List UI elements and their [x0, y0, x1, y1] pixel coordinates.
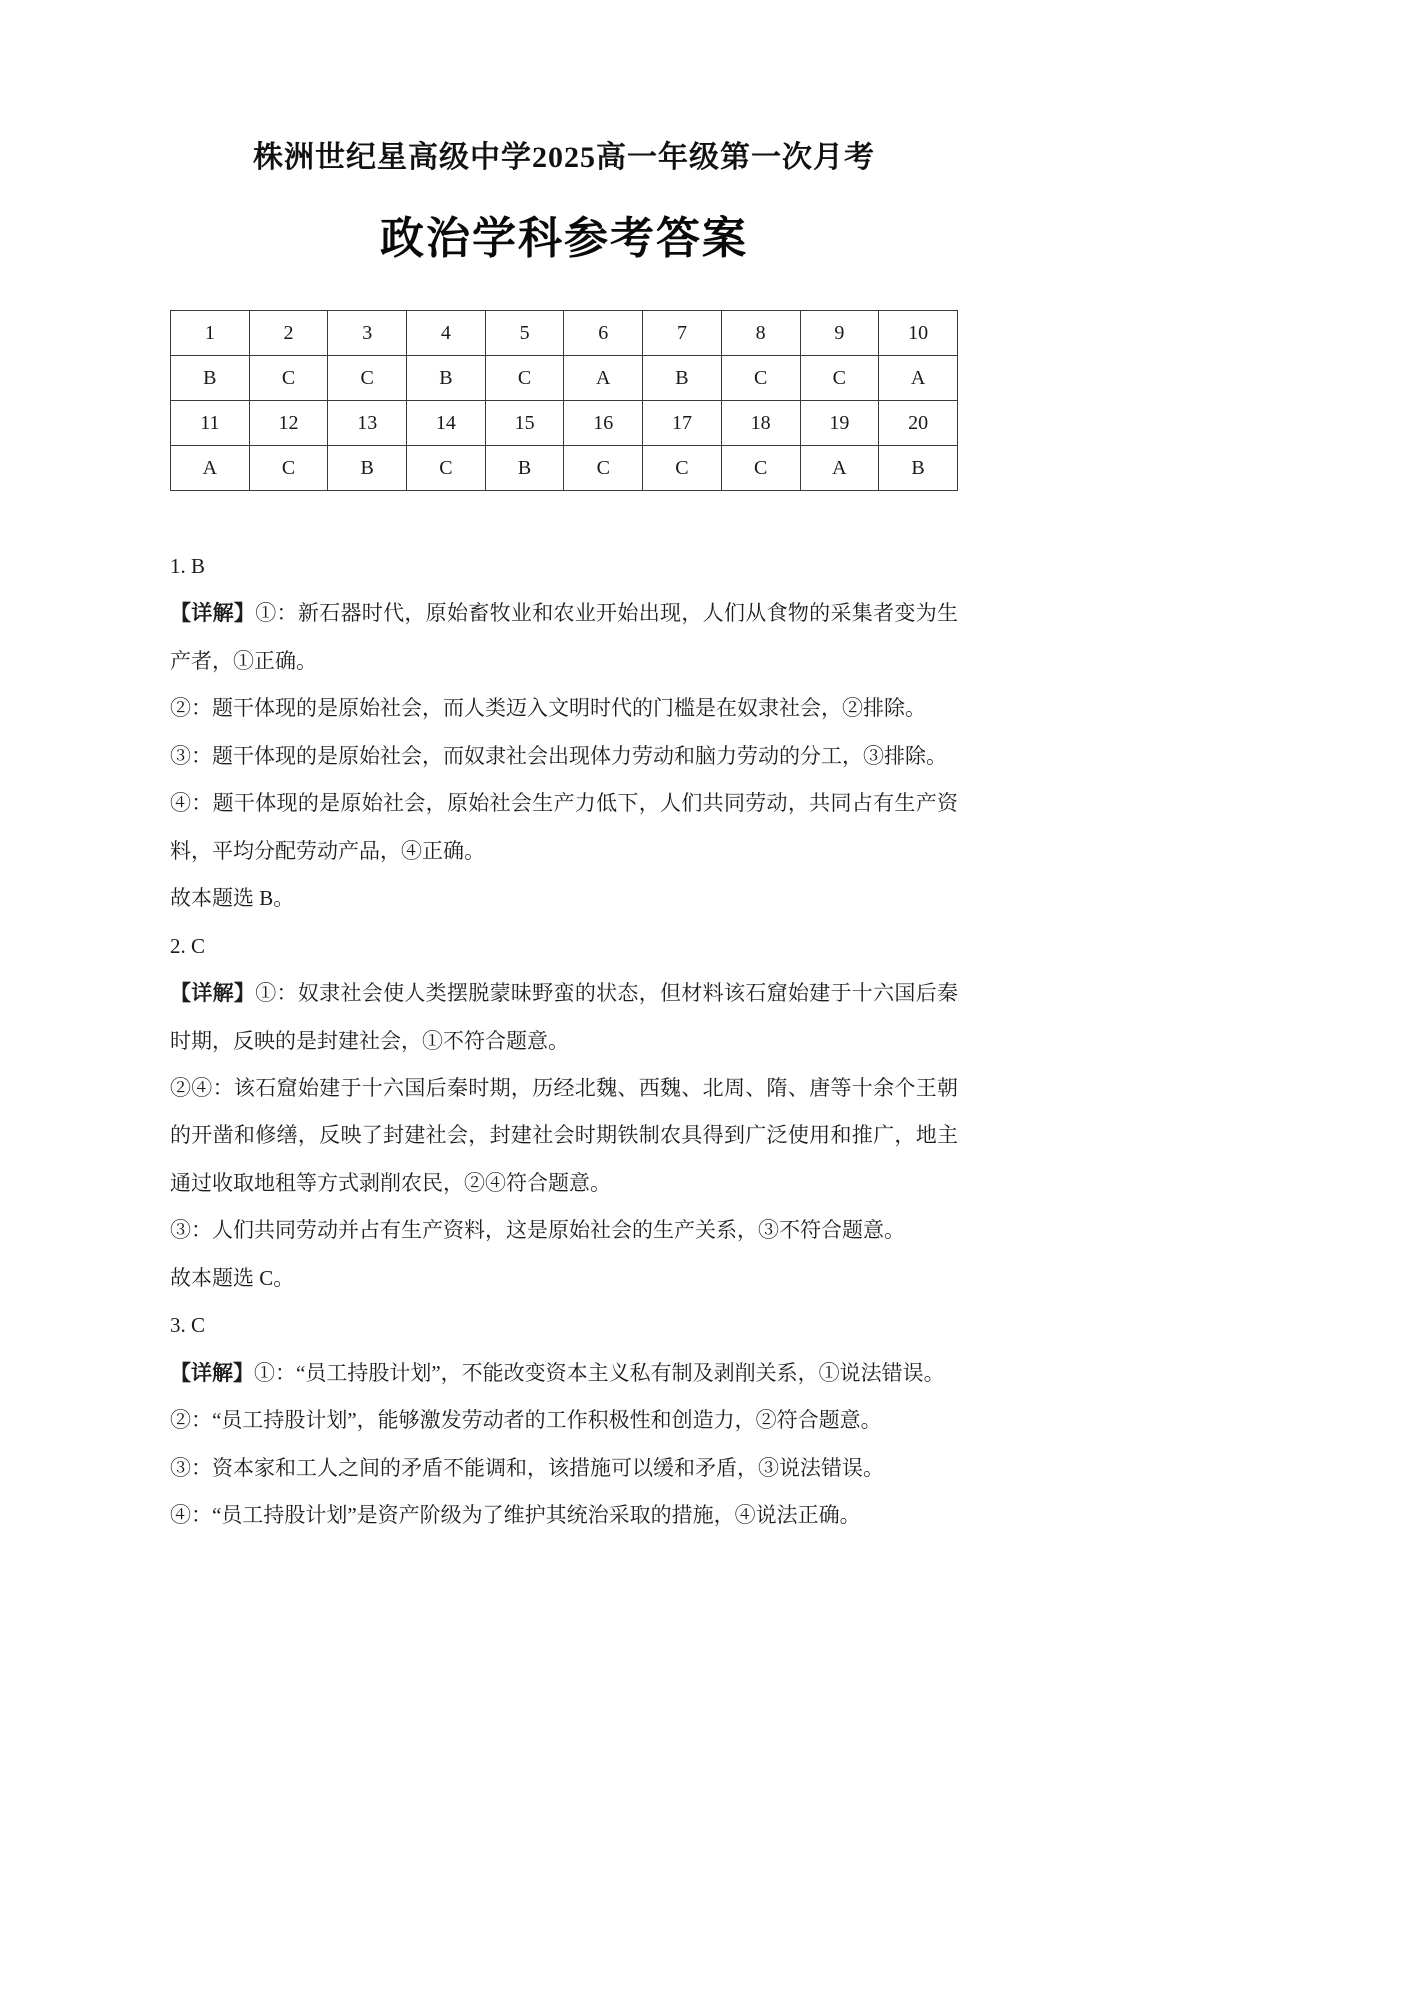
question-number-cell: 10 [879, 311, 958, 356]
explanation-paragraph: ③：题干体现的是原始社会，而奴隶社会出现体力劳动和脑力劳动的分工，③排除。 [170, 743, 947, 768]
question-number-cell: 6 [564, 311, 643, 356]
detail-label: 【详解】 [170, 981, 256, 1006]
question-number-cell: 3 [328, 311, 407, 356]
explanation-paragraph: ④：题干体现的是原始社会，原始社会生产力低下，人们共同劳动，共同占有生产资料，平均分配劳动产品，④正确。 [170, 791, 958, 863]
answer-letter-cell: C [485, 356, 564, 401]
answer-letter-cell: B [407, 356, 486, 401]
explanation-paragraph: 【详解】①：“员工持股计划”，不能改变资本主义私有制及剥削关系，①说法错误。 [170, 1360, 945, 1385]
question-number-cell: 2 [249, 311, 328, 356]
answer-letter-cell: C [643, 446, 722, 491]
question-number-cell: 15 [485, 401, 564, 446]
answer-letter-cell: B [171, 356, 250, 401]
question-number-cell: 1 [171, 311, 250, 356]
answer-letter-cell: B [485, 446, 564, 491]
answer-letter-cell: C [721, 446, 800, 491]
answer-letter-row [171, 446, 958, 491]
answer-letter-cell: B [643, 356, 722, 401]
explanation-paragraph: ②：题干体现的是原始社会，而人类迈入文明时代的门槛是在奴隶社会，②排除。 [170, 696, 926, 721]
explanation-answer-number: 3. C [170, 1313, 206, 1338]
detail-label: 【详解】 [170, 601, 256, 626]
question-number-cell: 9 [800, 311, 879, 356]
question-number-cell: 7 [643, 311, 722, 356]
answer-letter-cell: A [800, 446, 879, 491]
explanation-paragraph: ④：“员工持股计划”是资产阶级为了维护其统治采取的措施，④说法正确。 [170, 1503, 861, 1528]
answer-letter-cell: C [721, 356, 800, 401]
question-number-row [171, 311, 958, 356]
question-number-cell: 5 [485, 311, 564, 356]
explanation-paragraph: 故本题选 C。 [170, 1265, 295, 1290]
answer-letter-cell: C [800, 356, 879, 401]
question-number-cell: 17 [643, 401, 722, 446]
explanation-paragraph: ②④：该石窟始建于十六国后秦时期，历经北魏、西魏、北周、隋、唐等十余个王朝的开凿和修缮，反映了封建社会，封建社会时期铁制农具得到广泛使用和推广，地主通过收取地租等方式剥削农民，②④符合题意。 [170, 1075, 958, 1195]
answer-letter-cell: C [249, 356, 328, 401]
answer-table-body [171, 311, 958, 491]
answer-letter-cell: C [564, 446, 643, 491]
answer-letter-cell: C [407, 446, 486, 491]
answer-letter-cell: B [328, 446, 407, 491]
document-content [170, 0, 958, 1540]
question-number-cell: 8 [721, 311, 800, 356]
explanation-paragraph: ③：资本家和工人之间的矛盾不能调和，该措施可以缓和矛盾，③说法错误。 [170, 1455, 884, 1480]
detail-label: 【详解】 [170, 1360, 254, 1385]
question-number-cell: 18 [721, 401, 800, 446]
answer-letter-cell: A [171, 446, 250, 491]
explanation-paragraph: 故本题选 B。 [170, 886, 295, 911]
explanation-block [170, 923, 958, 1303]
question-number-cell: 11 [171, 401, 250, 446]
explanation-paragraph: ③：人们共同劳动并占有生产资料，这是原始社会的生产关系，③不符合题意。 [170, 1218, 905, 1243]
question-number-cell: 20 [879, 401, 958, 446]
answer-letter-cell: C [249, 446, 328, 491]
explanation-block [170, 543, 958, 923]
subject-title: 政治学科参考答案 [380, 214, 748, 263]
answer-letter-cell: A [564, 356, 643, 401]
question-number-cell: 19 [800, 401, 879, 446]
question-number-row [171, 401, 958, 446]
question-number-cell: 12 [249, 401, 328, 446]
school-title: 株洲世纪星高级中学2025高一年级第一次月考 [253, 141, 875, 174]
explanation-answer-number: 1. B [170, 554, 206, 578]
answer-table [170, 310, 958, 491]
answer-letter-cell: C [328, 356, 407, 401]
answer-letter-row [171, 356, 958, 401]
question-number-cell: 13 [328, 401, 407, 446]
answer-letter-cell: A [879, 356, 958, 401]
question-number-cell: 16 [564, 401, 643, 446]
explanation-paragraph: 【详解】①：奴隶社会使人类摆脱蒙昧野蛮的状态，但材料该石窟始建于十六国后秦时期，反映的是封建社会，①不符合题意。 [170, 981, 959, 1053]
question-number-cell: 14 [407, 401, 486, 446]
explanation-answer-number: 2. C [170, 933, 206, 958]
explanation-block [170, 1302, 958, 1539]
explanation-paragraph: 【详解】①：新石器时代，原始畜牧业和农业开始出现，人们从食物的采集者变为生产者，①正确。 [170, 601, 959, 673]
explanations-section [170, 543, 958, 1540]
answer-letter-cell: B [879, 446, 958, 491]
explanation-paragraph: ②：“员工持股计划”，能够激发劳动者的工作积极性和创造力，②符合题意。 [170, 1408, 882, 1433]
question-number-cell: 4 [407, 311, 486, 356]
